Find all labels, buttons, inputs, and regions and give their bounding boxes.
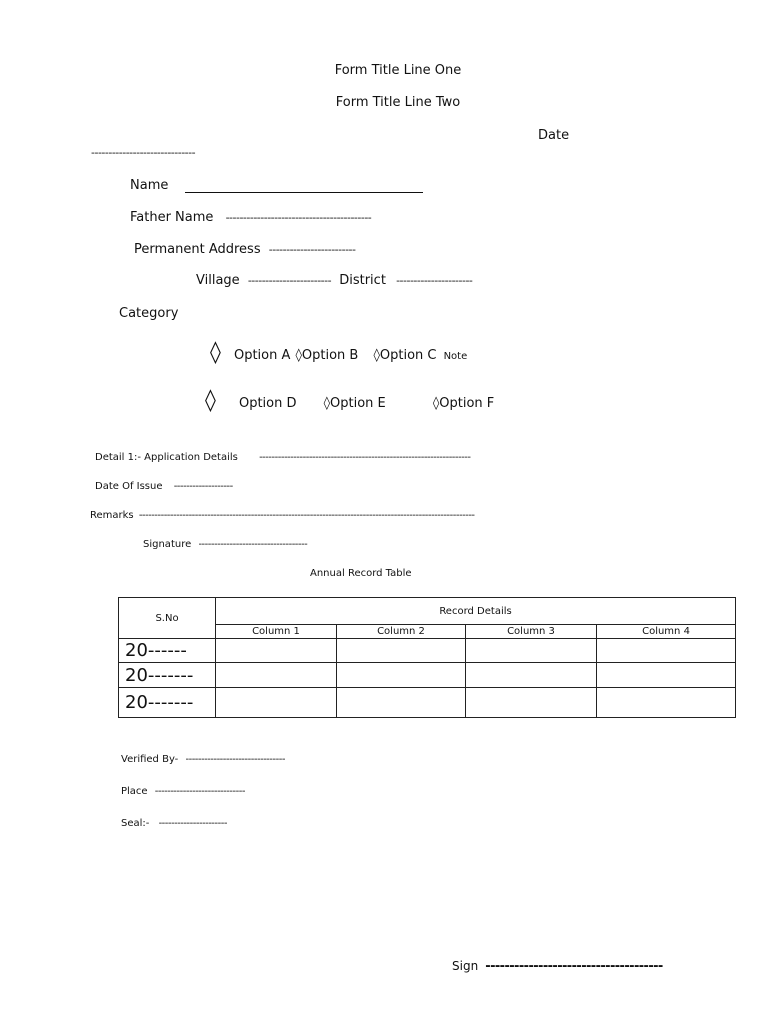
category-row1-tail: Note [443,351,468,362]
category-option-a[interactable]: Option A [233,348,291,363]
table-row [119,663,736,688]
table-cell[interactable] [216,663,337,688]
footer-line-2-label: Place [121,786,148,797]
sub-header-1: Column 1 [216,625,337,639]
date-label: Date [538,128,570,143]
detail-line-1-blank[interactable]: -------------------------------------------------------------------- [259,452,471,463]
table-cell[interactable] [216,639,337,663]
table-cell[interactable] [337,663,466,688]
detail-line-2-label: Date Of Issue [95,481,163,492]
table-cell[interactable] [216,688,337,718]
table-cell[interactable] [597,639,736,663]
detail-line-4 [143,539,307,550]
diamond-icon[interactable]: ◊ [210,340,221,365]
category-row-1 [210,340,467,365]
form-title-line1: Form Title Line One [334,63,462,78]
year-cell: 20------- [119,688,216,718]
detail-line-1 [95,452,470,463]
group-header: Record Details [216,598,736,625]
category-heading: Category [119,306,179,321]
category-row-2 [205,388,494,413]
footer-line-1 [121,754,285,765]
name-field [130,178,423,193]
table-cell[interactable] [337,639,466,663]
table-cell[interactable] [466,663,597,688]
father-label: Father Name [130,210,214,225]
category-option-e[interactable]: ◊Option E [323,396,386,411]
detail-line-3 [90,510,475,521]
year-cell: 20------- [119,663,216,688]
detail-line-3-blank[interactable]: ------------------------------------------------------------------------------------------------------------ [138,510,475,521]
village-blank[interactable]: ------------------------ [247,274,332,287]
name-blank[interactable] [185,181,423,193]
sub-header-2: Column 2 [337,625,466,639]
table-cell[interactable] [466,688,597,718]
sno-header: S.No [119,598,216,639]
category-option-c[interactable]: ◊Option C [373,348,437,363]
year-cell: 20------ [119,639,216,663]
district-blank[interactable]: ---------------------- [396,274,473,287]
table-row [119,688,736,718]
village-district-field [196,273,472,288]
footer-line-2-blank[interactable]: ----------------------------- [154,786,245,797]
table-caption: Annual Record Table [310,568,412,579]
signature-line [452,955,663,974]
detail-line-2-blank[interactable]: ------------------- [173,481,233,492]
sub-header-4: Column 4 [597,625,736,639]
detail-line-2 [95,481,233,492]
address-blank[interactable]: ------------------------- [268,243,356,256]
signature-blank[interactable]: ------------------------------------- [485,959,663,974]
father-blank[interactable]: ------------------------------------------ [225,211,372,224]
form-title-line2: Form Title Line Two [335,95,461,110]
date-blank[interactable]: ------------------------------ [91,146,196,159]
table-cell[interactable] [466,639,597,663]
name-label: Name [130,178,169,193]
table-cell[interactable] [597,688,736,718]
district-label: District [339,273,386,288]
category-option-f[interactable]: ◊Option F [432,396,495,411]
detail-line-4-label: Signature [143,539,192,550]
record-table [118,597,736,718]
detail-line-3-label: Remarks [90,510,134,521]
address-label: Permanent Address [134,242,261,257]
footer-line-3-blank[interactable]: ---------------------- [158,818,227,829]
footer-line-1-label: Verified By- [121,754,179,765]
category-option-d[interactable]: Option D [238,396,297,411]
footer-line-3 [121,818,227,829]
father-field [130,210,371,225]
table-cell[interactable] [597,663,736,688]
footer-line-2 [121,786,245,797]
sub-header-3: Column 3 [466,625,597,639]
detail-line-4-blank[interactable]: ----------------------------------- [198,539,308,550]
signature-label: Sign [452,959,479,973]
category-option-b[interactable]: ◊Option B [295,348,359,363]
village-label: Village [196,273,240,288]
table-cell[interactable] [337,688,466,718]
detail-line-1-label: Detail 1:- Application Details [95,452,238,463]
address-field [134,242,355,257]
diamond-icon[interactable]: ◊ [205,388,216,413]
table-row [119,639,736,663]
footer-line-3-label: Seal:- [121,818,150,829]
footer-line-1-blank[interactable]: -------------------------------- [185,754,285,765]
